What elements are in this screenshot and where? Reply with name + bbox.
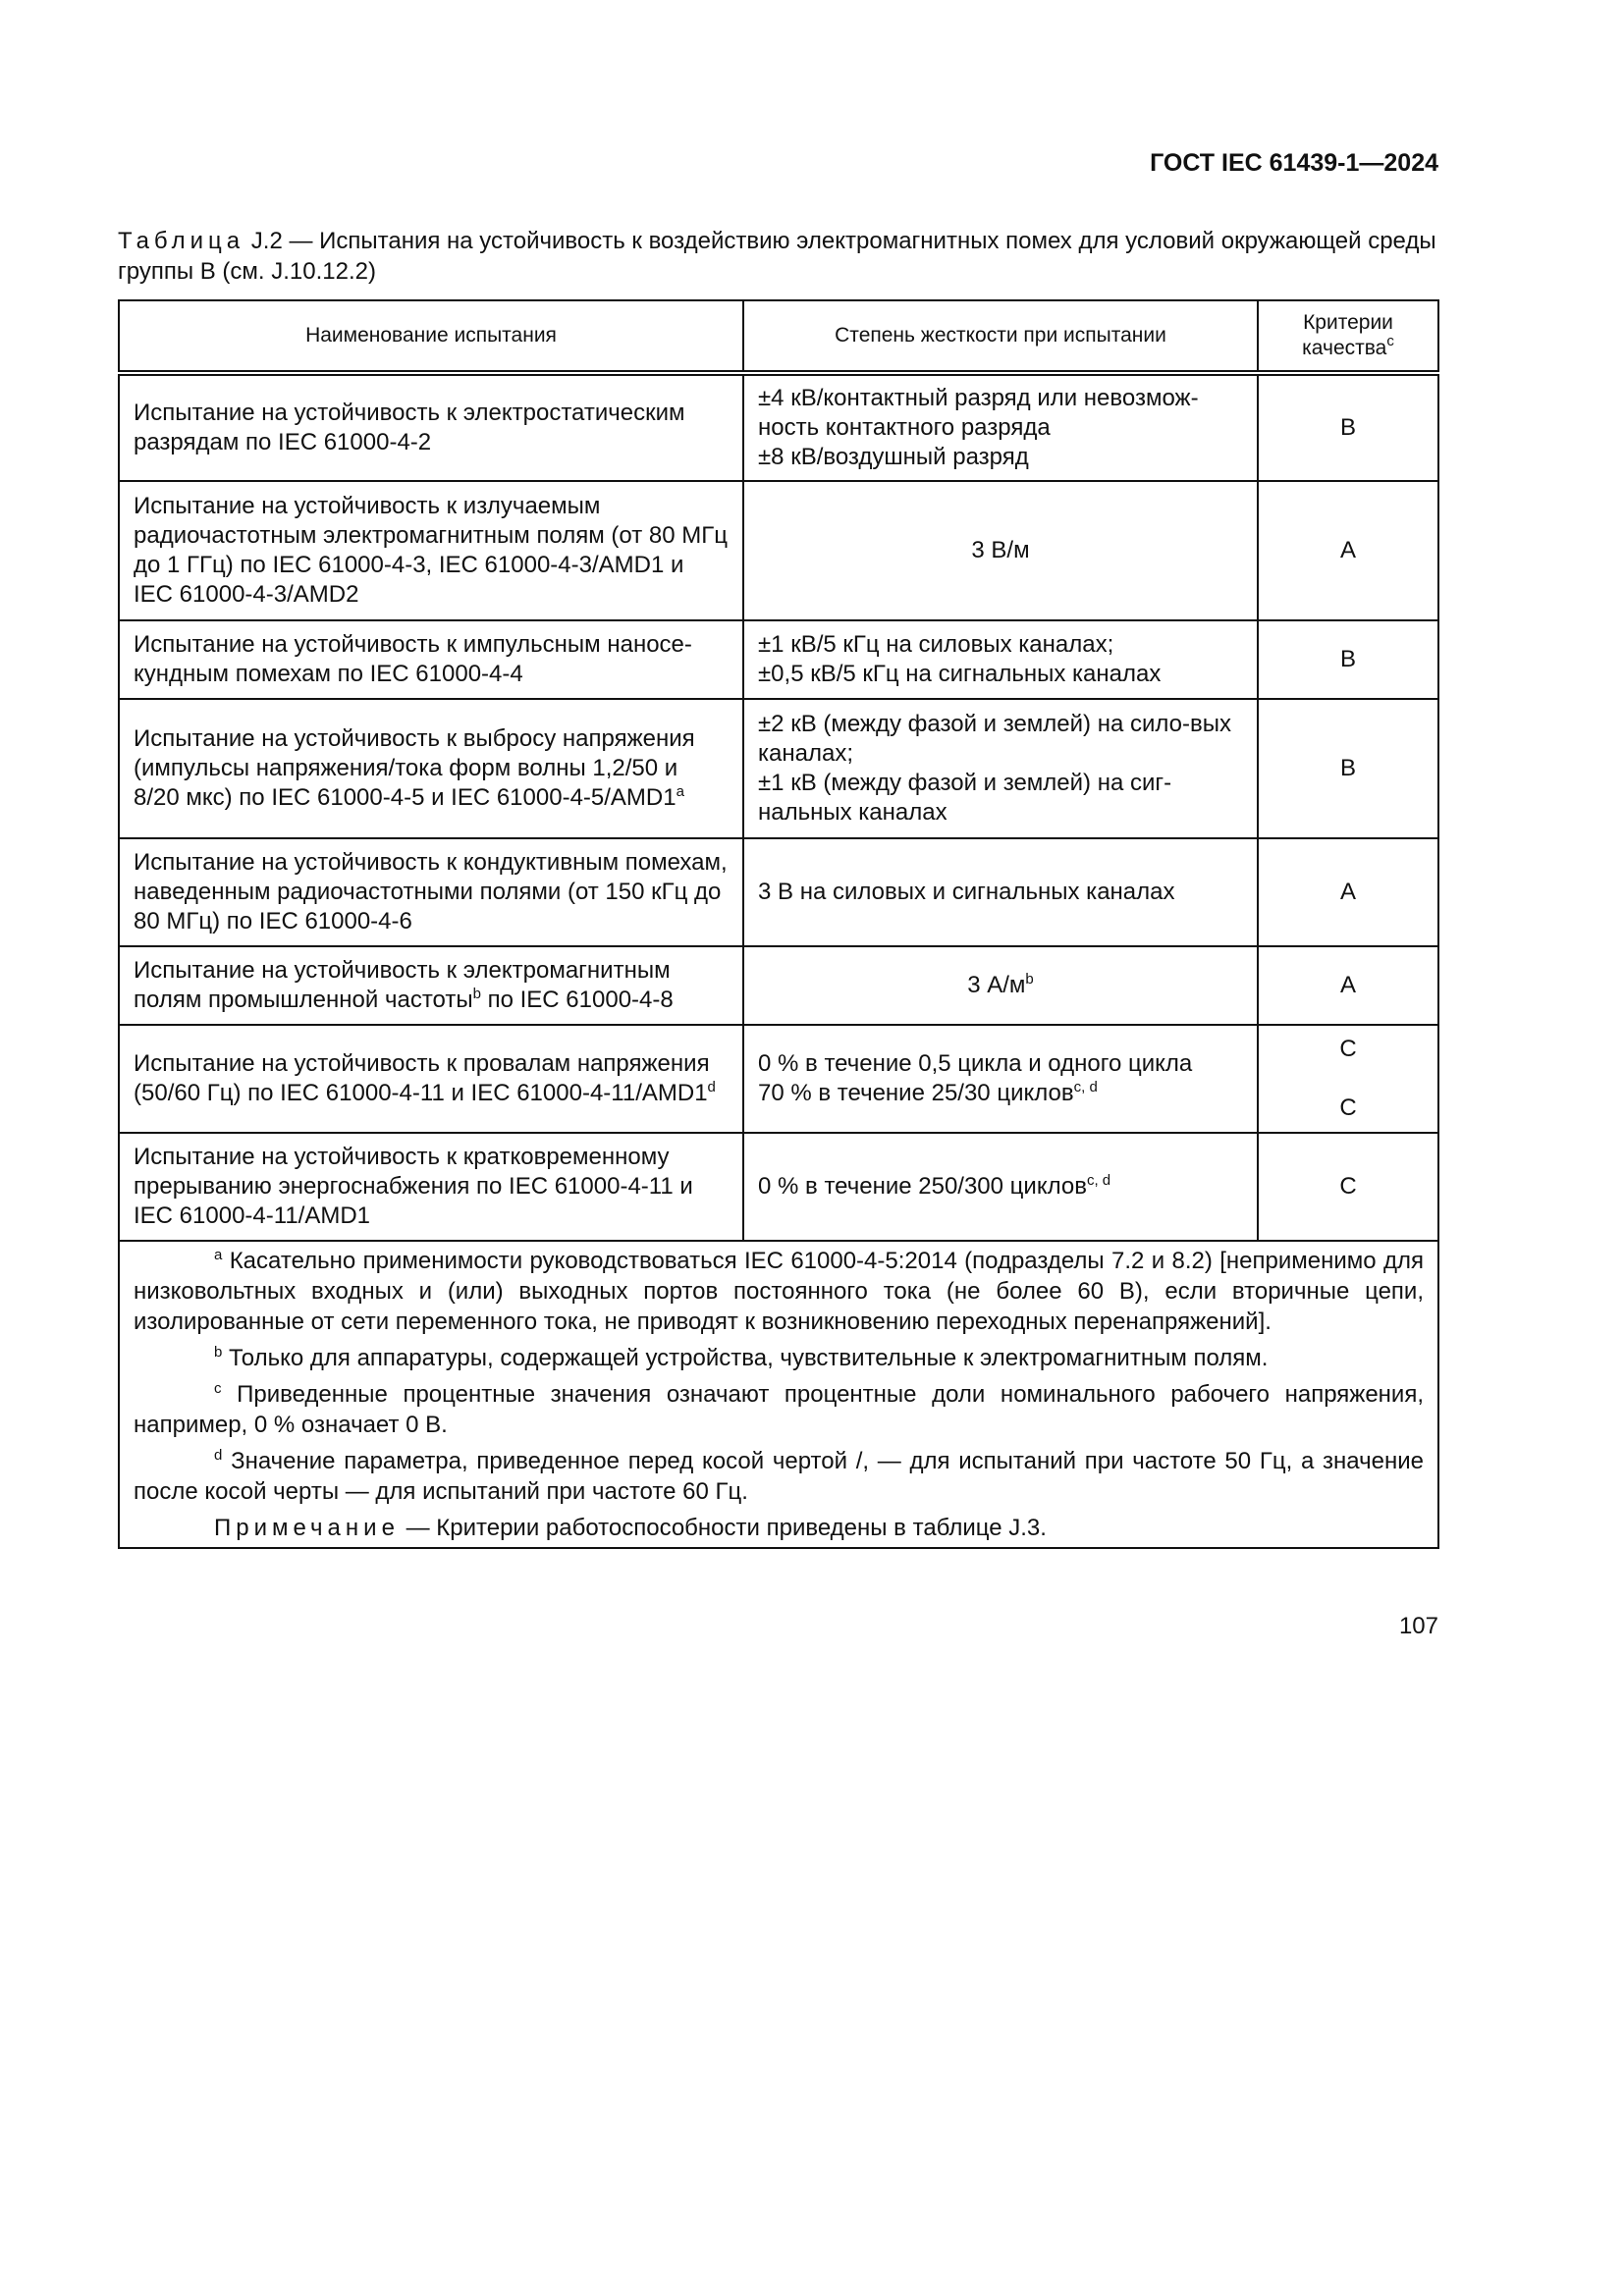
table-row xyxy=(119,1133,1438,1241)
footnote-d: $^d$ Значение параметра, приведенное перед косой чертой /, — для испытаний при частоте 50 Гц, а значение после косой черты — для испытаний при частоте 60 Гц. xyxy=(134,1447,1424,1505)
table-row xyxy=(119,946,1438,1025)
table-row xyxy=(119,373,1438,481)
severity-cell: ±4 кВ/контактный разряд или невозмож-ность контактного разряда ±8 кВ/воздушный разряд xyxy=(743,373,1258,481)
criterion-cell: B xyxy=(1258,373,1438,481)
test-name-cell: Испытание на устойчивость к кратковременному прерыванию энергоснабжения по IEC 61000-4-11 и IEC 61000-4-11/AMD1 xyxy=(119,1133,743,1241)
document-code: ГОСТ IEC 61439-1—2024 xyxy=(1150,149,1438,177)
table-caption xyxy=(118,226,1439,287)
criterion-cell: C xyxy=(1258,1133,1438,1241)
severity-cell: ±2 кВ (между фазой и землей) на сило-вых каналах; ±1 кВ (между фазой и землей) на сиг-нальных каналах xyxy=(743,699,1258,838)
footnote-a: $^a$ Касательно применимости руководствоваться IEC 61000-4-5:2014 (подразделы 7.2 и 8.2) [неприменимо для низковольтных входных и (или) выходных портов постоянного тока (не более 60 В), если вторичные цепи, изолированные от сети переменного тока, не приводят к возникновению переходных перенапряжений]. xyxy=(134,1247,1424,1335)
footnote-b: $^b$ Только для аппаратуры, содержащей устройства, чувствительные к электромагнитным полям. xyxy=(214,1344,1269,1371)
caption-label: Таблица xyxy=(118,228,245,254)
test-name-cell: Испытание на устойчивость к провалам напряжения (50/60 Гц) по IEC 61000-4-11 и IEC 61000-4-11/AMD1$^d$ xyxy=(119,1025,743,1133)
table-row xyxy=(119,620,1438,699)
severity-cell: 0 % в течение 250/300 циклов$^{c, d}$ xyxy=(743,1133,1258,1241)
test-name-cell: Испытание на устойчивость к выбросу напряжения (импульсы напряжения/тока форм волны 1,2/50 и 8/20 мкс) по IEC 61000-4-5 и IEC 61000-4-5/AMD1$^a$ xyxy=(119,699,743,838)
table-row xyxy=(119,481,1438,620)
table-row xyxy=(119,699,1438,838)
criterion-cell: A xyxy=(1258,838,1438,946)
severity-cell: 0 % в течение 0,5 цикла и одного цикла 70 % в течение 25/30 циклов$^{c, d}$ xyxy=(743,1025,1258,1133)
table-row xyxy=(119,1025,1438,1133)
test-name-cell: Испытание на устойчивость к электростатическим разрядам по IEC 61000-4-2 xyxy=(119,373,743,481)
criterion-cell: B xyxy=(1258,620,1438,699)
emc-immunity-table xyxy=(118,299,1439,1549)
criterion-value: C xyxy=(1339,1095,1357,1121)
test-name-cell: Испытание на устойчивость к электромагнитным полям промышленной частоты$^b$ по IEC 61000-4-8 xyxy=(119,946,743,1025)
table-row xyxy=(119,838,1438,946)
table-header-row xyxy=(119,300,1438,373)
column-header-test-name: Наименование испытания xyxy=(119,300,743,373)
column-header-criteria: Критерии качества$^c$ xyxy=(1258,300,1438,373)
criterion-value: C xyxy=(1339,1036,1357,1062)
column-header-severity: Степень жесткости при испытании xyxy=(743,300,1258,373)
test-name-cell: Испытание на устойчивость к излучаемым радиочастотным электромагнитным полям (от 80 МГц до 1 ГГц) по IEC 61000-4-3, IEC 61000-4-3/AMD1 и IEC 61000-4-3/AMD2 xyxy=(119,481,743,620)
criterion-cell: B xyxy=(1258,699,1438,838)
criterion-cell: A xyxy=(1258,946,1438,1025)
footnote-c: $^c$ Приведенные процентные значения означают процентные доли номинального рабочего напряжения, например, 0 % означает 0 В. xyxy=(134,1380,1424,1438)
severity-cell: 3 В/м xyxy=(743,481,1258,620)
test-name-cell: Испытание на устойчивость к кондуктивным помехам, наведенным радиочастотными полями (от 150 кГц до 80 МГц) по IEC 61000-4-6 xyxy=(119,838,743,946)
test-name-cell: Испытание на устойчивость к импульсным наносе-кундным помехам по IEC 61000-4-4 xyxy=(119,620,743,699)
severity-cell: 3 В на силовых и сигнальных каналах xyxy=(743,838,1258,946)
page-number: 107 xyxy=(1398,1613,1438,1639)
footnotes-cell xyxy=(119,1241,1438,1548)
footnotes-row xyxy=(119,1241,1438,1548)
severity-cell: 3 $А/м^b$ xyxy=(743,946,1258,1025)
caption-text: J.2 — Испытания на устойчивость к воздействию электромагнитных помех для условий окружающей среды группы B (см. J.10.12.2) xyxy=(118,228,1436,285)
table-note: Примечание — Критерии работоспособности приведены в таблице J.3. xyxy=(214,1515,1047,1541)
criterion-cell xyxy=(1258,1025,1438,1133)
severity-cell: ±1 кВ/5 кГц на силовых каналах; ±0,5 кВ/5 кГц на сигнальных каналах xyxy=(743,620,1258,699)
criterion-cell: A xyxy=(1258,481,1438,620)
